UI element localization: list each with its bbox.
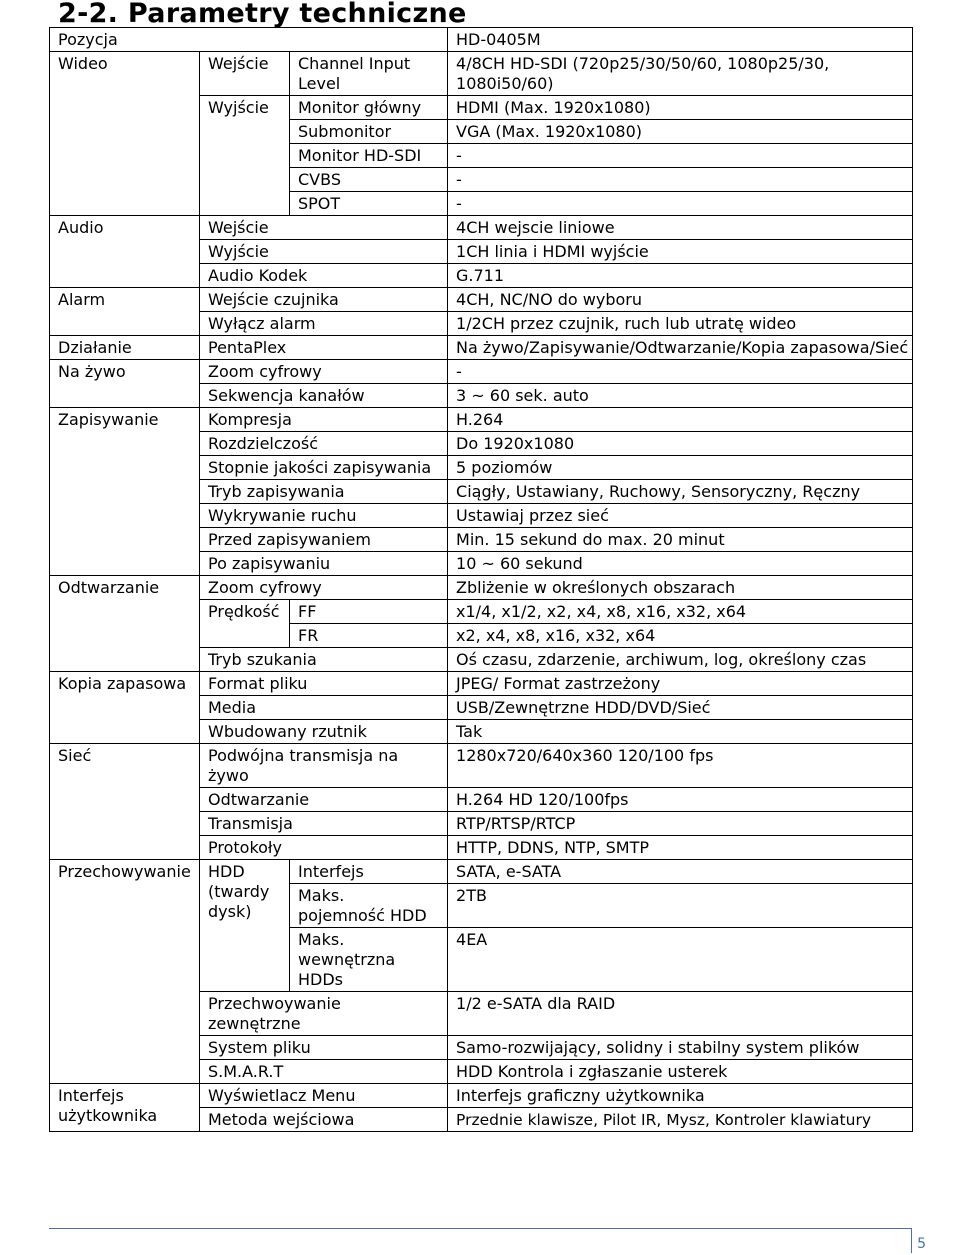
page-footer-frame [49,1228,912,1253]
item-cell: Channel Input Level [290,52,448,96]
subcategory-cell [200,744,448,788]
subcategory-cell: Prędkość [200,600,290,648]
subcategory-cell: Tryb zapisywania [200,480,448,504]
header-label: Pozycja [50,28,448,52]
value-cell: Zbliżenie w określonych obszarach [448,576,913,600]
value-cell: - [448,168,913,192]
value-cell: Tak [448,720,913,744]
item-cell: Maks. wewnętrzna HDDs [290,928,448,992]
subcategory-cell: Przechwoywanie zewnętrzne [200,992,448,1036]
value-cell: Oś czasu, zdarzenie, archiwum, log, określony czas [448,648,913,672]
category-cell: Działanie [50,336,200,360]
value-cell: HDMI (Max. 1920x1080) [448,96,913,120]
value-cell: x2, x4, x8, x16, x32, x64 [448,624,913,648]
item-cell: CVBS [290,168,448,192]
value-cell: 2TB [448,884,913,928]
item-cell: Submonitor [290,120,448,144]
subcategory-cell: Wejście [200,52,290,96]
table-row [50,28,913,52]
value-cell: RTP/RTSP/RTCP [448,812,913,836]
value-cell: 5 poziomów [448,456,913,480]
value-cell: Przednie klawisze, Pilot IR, Mysz, Kontroler klawiatury [448,1108,913,1132]
subcategory-cell: Audio Kodek [200,264,448,288]
subcategory-cell: Przed zapisywaniem [200,528,448,552]
value-cell: 4/8CH HD-SDI (720p25/30/50/60, 1080p25/30, 1080i50/60) [448,52,913,96]
category-cell: Zapisywanie [50,408,200,576]
table-row [50,1084,913,1108]
value-cell: 10 ~ 60 sekund [448,552,913,576]
category-cell: Przechowywanie [50,860,200,1084]
table-row [50,216,913,240]
value-cell: VGA (Max. 1920x1080) [448,120,913,144]
item-cell: Maks. pojemność HDD [290,884,448,928]
subcategory-cell: Wyłącz alarm [200,312,448,336]
value-cell: G.711 [448,264,913,288]
subcategory-cell: Metoda wejściowa [200,1108,448,1132]
subcategory-cell: Protokoły [200,836,448,860]
table-row [50,336,913,360]
table-row [50,360,913,384]
subcategory-cell: Sekwencja kanałów [200,384,448,408]
table-row [50,672,913,696]
subcategory-cell: Wykrywanie ruchu [200,504,448,528]
subcategory-cell: Kompresja [200,408,448,432]
table-row [50,288,913,312]
table-row [50,860,913,884]
value-cell: JPEG/ Format zastrzeżony [448,672,913,696]
subcategory-cell: HDD (twardy dysk) [200,860,290,992]
value-cell: USB/Zewnętrzne HDD/DVD/Sieć [448,696,913,720]
value-cell: Min. 15 sekund do max. 20 minut [448,528,913,552]
subcategory-cell: S.M.A.R.T [200,1060,448,1084]
subcategory-cell: Wyjście [200,240,448,264]
item-cell: Monitor HD-SDI [290,144,448,168]
subcategory-cell: Odtwarzanie [200,788,448,812]
value-cell: Na żywo/Zapisywanie/Odtwarzanie/Kopia zapasowa/Sieć [448,336,913,360]
subcategory-cell: Rozdzielczość [200,432,448,456]
category-cell: Alarm [50,288,200,336]
table-row [50,408,913,432]
category-cell: Odtwarzanie [50,576,200,672]
subcategory-cell: Wejście [200,216,448,240]
value-cell: HDD Kontrola i zgłaszanie usterek [448,1060,913,1084]
subcategory-text: Podwójna transmisja na żywo [208,746,399,785]
category-cell: Interfejs użytkownika [50,1084,200,1132]
item-cell: FR [290,624,448,648]
value-cell: H.264 [448,408,913,432]
category-cell: Kopia zapasowa [50,672,200,744]
page-title: 2-2. Parametry techniczne [58,0,467,29]
subcategory-cell: System pliku [200,1036,448,1060]
subcategory-cell: Wyjście [200,96,290,216]
value-cell: 1/2CH przez czujnik, ruch lub utratę wideo [448,312,913,336]
spec-table [49,27,913,1132]
category-cell: Sieć [50,744,200,860]
subcategory-cell: Wbudowany rzutnik [200,720,448,744]
value-cell: 1/2 e-SATA dla RAID [448,992,913,1036]
value-cell: HTTP, DDNS, NTP, SMTP [448,836,913,860]
value-cell: Ciągły, Ustawiany, Ruchowy, Sensoryczny, Ręczny [448,480,913,504]
page-number: 5 [917,1236,926,1252]
value-cell: 1280x720/640x360 120/100 fps [448,744,913,788]
value-cell: - [448,192,913,216]
subcategory-cell: Media [200,696,448,720]
category-cell: Wideo [50,52,200,216]
value-cell: - [448,360,913,384]
value-cell: 4EA [448,928,913,992]
subcategory-cell: Stopnie jakości zapisywania [200,456,448,480]
value-cell: 3 ~ 60 sek. auto [448,384,913,408]
item-cell: FF [290,600,448,624]
subcategory-cell: Zoom cyfrowy [200,360,448,384]
value-cell: - [448,144,913,168]
subcategory-cell: Zoom cyfrowy [200,576,448,600]
subcategory-cell: PentaPlex [200,336,448,360]
subcategory-cell: Po zapisywaniu [200,552,448,576]
value-cell: Interfejs graficzny użytkownika [448,1084,913,1108]
item-cell: SPOT [290,192,448,216]
table-row [50,52,913,96]
subcategory-cell: Transmisja [200,812,448,836]
value-cell: Ustawiaj przez sieć [448,504,913,528]
value-cell: Samo-rozwijający, solidny i stabilny system plików [448,1036,913,1060]
item-cell: Interfejs [290,860,448,884]
category-cell: Na żywo [50,360,200,408]
item-cell: Monitor główny [290,96,448,120]
value-cell: 4CH wejscie liniowe [448,216,913,240]
value-cell: x1/4, x1/2, x2, x4, x8, x16, x32, x64 [448,600,913,624]
subcategory-cell: Wyświetlacz Menu [200,1084,448,1108]
subcategory-cell: Tryb szukania [200,648,448,672]
value-cell: SATA, e-SATA [448,860,913,884]
value-cell: 1CH linia i HDMI wyjście [448,240,913,264]
value-cell: Do 1920x1080 [448,432,913,456]
table-row [50,576,913,600]
subcategory-cell: Wejście czujnika [200,288,448,312]
category-cell: Audio [50,216,200,288]
table-row [50,744,913,788]
subcategory-cell: Format pliku [200,672,448,696]
value-cell: 4CH, NC/NO do wyboru [448,288,913,312]
header-model: HD-0405M [448,28,913,52]
value-cell: H.264 HD 120/100fps [448,788,913,812]
